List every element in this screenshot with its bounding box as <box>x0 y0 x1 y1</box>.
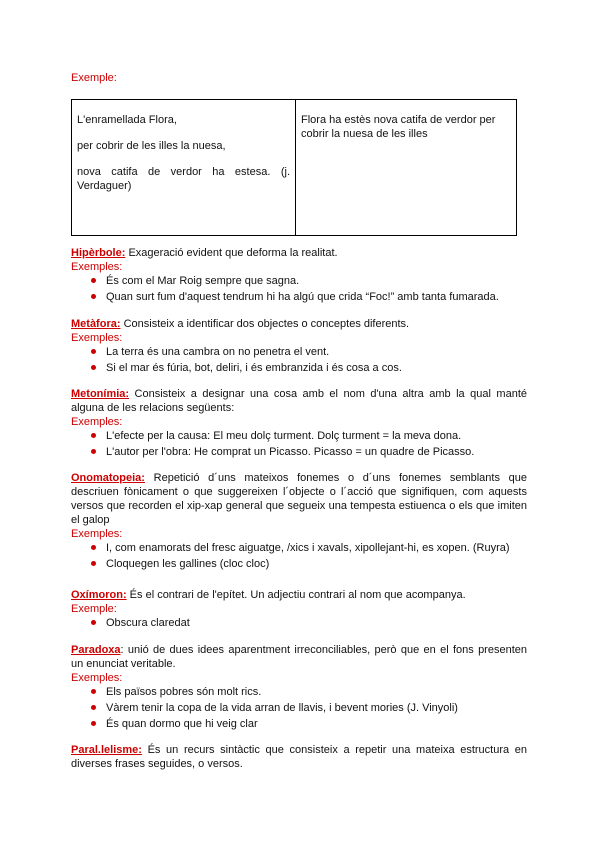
list-item: I, com enamorats del fresc aiguatge, /xics i xavals, xipollejant-hi, es xopen. (Ruyra) <box>71 541 527 555</box>
list-item: Els països pobres són molt rics. <box>71 685 527 699</box>
examples-label: Exemple: <box>71 603 117 615</box>
bullet-icon <box>91 349 96 354</box>
term-definition: És un recurs sintàctic que consisteix a repetir una mateixa estructura en diverses frases seguides, o versos. <box>71 744 527 770</box>
verse-line: per cobrir de les illes la nuesa, <box>77 140 226 152</box>
example-table-left-cell <box>72 100 296 236</box>
term-heading: Metàfora: <box>71 318 121 330</box>
examples-list <box>71 616 527 630</box>
term-definition: Consisteix a identificar dos objectes o conceptes diferents. <box>120 318 410 330</box>
section-onomatopeia <box>71 471 527 573</box>
list-item: L'efecte per la causa: El meu dolç turment. Dolç turment = la meva dona. <box>71 429 527 443</box>
bullet-icon <box>91 545 96 550</box>
list-item: Quan surt fum d'aquest tendrum hi ha algú que crida “Foc!” amb tanta fumarada. <box>71 290 527 304</box>
list-item: És com el Mar Roig sempre que sagna. <box>71 274 527 288</box>
term-heading: Hipèrbole: <box>71 247 126 259</box>
list-item: És quan dormo que hi veig clar <box>71 717 527 731</box>
example-table <box>71 99 517 236</box>
examples-list <box>71 429 527 459</box>
list-item: La terra és una cambra on no penetra el vent. <box>71 345 527 359</box>
section-parallelisme <box>71 743 527 771</box>
bullet-icon <box>91 561 96 566</box>
examples-list <box>71 541 527 571</box>
prose-version: Flora ha estès nova catifa de verdor per cobrir la nuesa de les illes <box>301 114 496 140</box>
bullet-icon <box>91 294 96 299</box>
bullet-icon <box>91 365 96 370</box>
term-heading: Oxímoron: <box>71 589 127 601</box>
bullet-icon <box>91 620 96 625</box>
term-definition: És el contrari de l'epítet. Un adjectiu contrari al nom que acompanya. <box>126 589 466 601</box>
examples-label: Exemples: <box>71 261 123 273</box>
term-definition: : unió de dues idees aparentment irreconciliables, però que en el fons presenten un enunciat veritable. <box>71 644 527 670</box>
bullet-icon <box>91 433 96 438</box>
examples-list <box>71 274 527 304</box>
bullet-icon <box>91 721 96 726</box>
term-heading: Paradoxa <box>71 644 121 656</box>
term-definition: Repetició d´uns mateixos fonemes o d´uns fonemes semblants que descriuen fònicament o que suggereixen l´objecte o l´acció que signifiquen, com aquests versos que recorden el xip-xap general que segueix una tempesta estiuenca o els que imiten el galop <box>71 472 527 526</box>
list-item: Si el mar és fúria, bot, deliri, i és embranzida i és cosa a cos. <box>71 361 527 375</box>
list-item: L'autor per l'obra: He comprat un Picasso. Picasso = un quadre de Picasso. <box>71 445 527 459</box>
term-heading: Onomatopeia: <box>71 472 145 484</box>
section-metafora <box>71 317 527 377</box>
term-heading: Metonímia: <box>71 388 130 400</box>
examples-label: Exemples: <box>71 672 123 684</box>
term-definition: Consisteix a designar una cosa amb el nom d'una altra amb la qual manté alguna de les relacions següents: <box>71 388 527 414</box>
list-item: Obscura claredat <box>71 616 527 630</box>
bullet-icon <box>91 278 96 283</box>
term-heading: Paral.lelisme: <box>71 744 142 756</box>
list-item: Cloquegen les gallines (cloc cloc) <box>71 557 527 571</box>
bullet-icon <box>91 449 96 454</box>
examples-label: Exemples: <box>71 528 123 540</box>
section-hiperbole <box>71 246 527 306</box>
examples-list <box>71 345 527 375</box>
section-paradoxa <box>71 643 527 733</box>
examples-label: Exemples: <box>71 416 123 428</box>
list-item: Vàrem tenir la copa de la vida arran de llavis, i bevent mories (J. Vinyoli) <box>71 701 527 715</box>
bullet-icon <box>91 689 96 694</box>
verse-line: nova catifa de verdor ha estesa. (j. Verdaguer) <box>77 166 290 192</box>
intro-example-label: Exemple: <box>71 72 117 84</box>
examples-list <box>71 685 527 731</box>
bullet-icon <box>91 705 96 710</box>
section-metonimia <box>71 387 527 461</box>
section-oximoron <box>71 588 527 632</box>
examples-label: Exemples: <box>71 332 123 344</box>
term-definition: Exageració evident que deforma la realitat. <box>125 247 338 259</box>
verse-line: L'enramellada Flora, <box>77 114 177 126</box>
example-table-right-cell <box>296 100 517 236</box>
